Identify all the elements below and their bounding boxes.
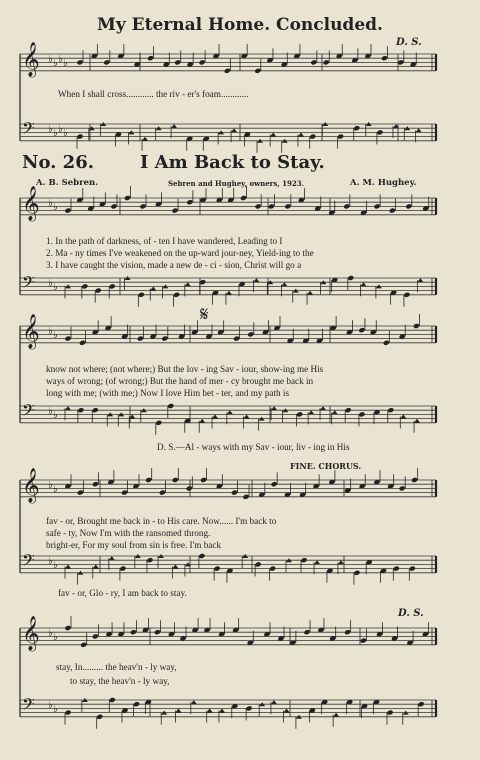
svg-text:♭: ♭ [58,54,63,65]
svg-text:𝄞: 𝄞 [22,42,40,77]
svg-text:𝄞: 𝄞 [22,186,40,221]
verse1-line2: know not where; (not where;) But the lov - ing Sav - iour, show-ing me His [46,364,324,374]
svg-text:♭: ♭ [53,202,58,213]
svg-text:𝄢: 𝄢 [22,694,35,718]
ds-mark-top: D. S. [396,37,422,48]
svg-text:♭: ♭ [53,410,58,421]
svg-text:♭: ♭ [48,480,53,491]
svg-text:♭: ♭ [53,484,58,495]
composer-credit: A. M. Hughey. [350,178,417,188]
svg-text:𝄞: 𝄞 [22,616,40,651]
svg-text:♭: ♭ [48,198,53,209]
svg-text:♭: ♭ [63,58,68,69]
svg-text:♭: ♭ [53,282,58,293]
svg-text:♭: ♭ [48,54,53,65]
ds-line-2: fav - or, Glo - ry, I am back to stay. [58,588,187,598]
ds-mark-bottom: D. S. [398,608,424,619]
verse3-line3: bright-er, For my soul from sin is free. I'm back [46,540,222,550]
fine-chorus-mark: FINE. CHORUS. [290,461,362,471]
song-title: I Am Back to Stay. [140,152,325,173]
verse2-line1: 2. Ma - ny times I've weakened on the up-ward jour-ney, Yield-ing to the [46,248,314,258]
svg-text:♭: ♭ [48,124,53,135]
system1-lyric: When I shall cross............ the riv - er's foam............ [58,89,249,99]
svg-text:♭: ♭ [53,128,58,139]
svg-text:♭: ♭ [48,406,53,417]
svg-text:𝄞: 𝄞 [22,468,40,503]
svg-text:♭: ♭ [53,58,58,69]
svg-text:♭: ♭ [53,330,58,341]
svg-text:♭: ♭ [48,278,53,289]
svg-text:♭: ♭ [48,628,53,639]
svg-text:𝄢: 𝄢 [22,118,35,142]
svg-text:♭: ♭ [53,704,58,715]
verse2-line3: safe - ty, Now I'm with the ransomed throng. [46,528,211,538]
svg-text:♭: ♭ [48,326,53,337]
verse3-line2: long with me; (with me;) Now I love Him bet - ter, and my path is [46,388,290,398]
svg-text:♭: ♭ [53,560,58,571]
svg-text:𝄢: 𝄢 [22,550,35,574]
system5-line2: to stay, the heav'n - ly way, [70,676,170,686]
owners-credit: Sebren and Hughey, owners, 1923. [168,179,305,188]
svg-text:𝄢: 𝄢 [22,400,35,424]
svg-text:♭: ♭ [48,700,53,711]
svg-text:♭: ♭ [63,128,68,139]
segno-sign: 𝄋 [200,302,209,326]
system5-line1: stay, In......... the heav'n - ly way, [56,662,177,672]
song-number: No. 26. [22,152,94,173]
svg-text:♭: ♭ [58,124,63,135]
svg-text:♭: ♭ [53,632,58,643]
svg-text:♭: ♭ [48,556,53,567]
svg-text:𝄞: 𝄞 [22,314,40,349]
verse1-line3: fav - or, Brought me back in - to His care. Now...... I'm back to [46,516,277,526]
svg-text:𝄢: 𝄢 [22,272,35,296]
lyricist-credit: A. B. Sebren. [36,178,99,188]
verse3-line1: 3. I have caught the vision, made a new de - ci - sion, Christ will go a [46,260,302,270]
ds-line-1: D. S.—Al - ways with my Sav - iour, liv - ing in His [157,442,350,452]
verse1-line1: 1. In the path of darkness, of - ten I have wandered, Leading to I [46,236,283,246]
verse2-line2: ways of wrong; (of wrong;) But the hand of mer - cy brought me back in [46,376,314,386]
header-title: My Eternal Home. Concluded. [97,15,383,35]
